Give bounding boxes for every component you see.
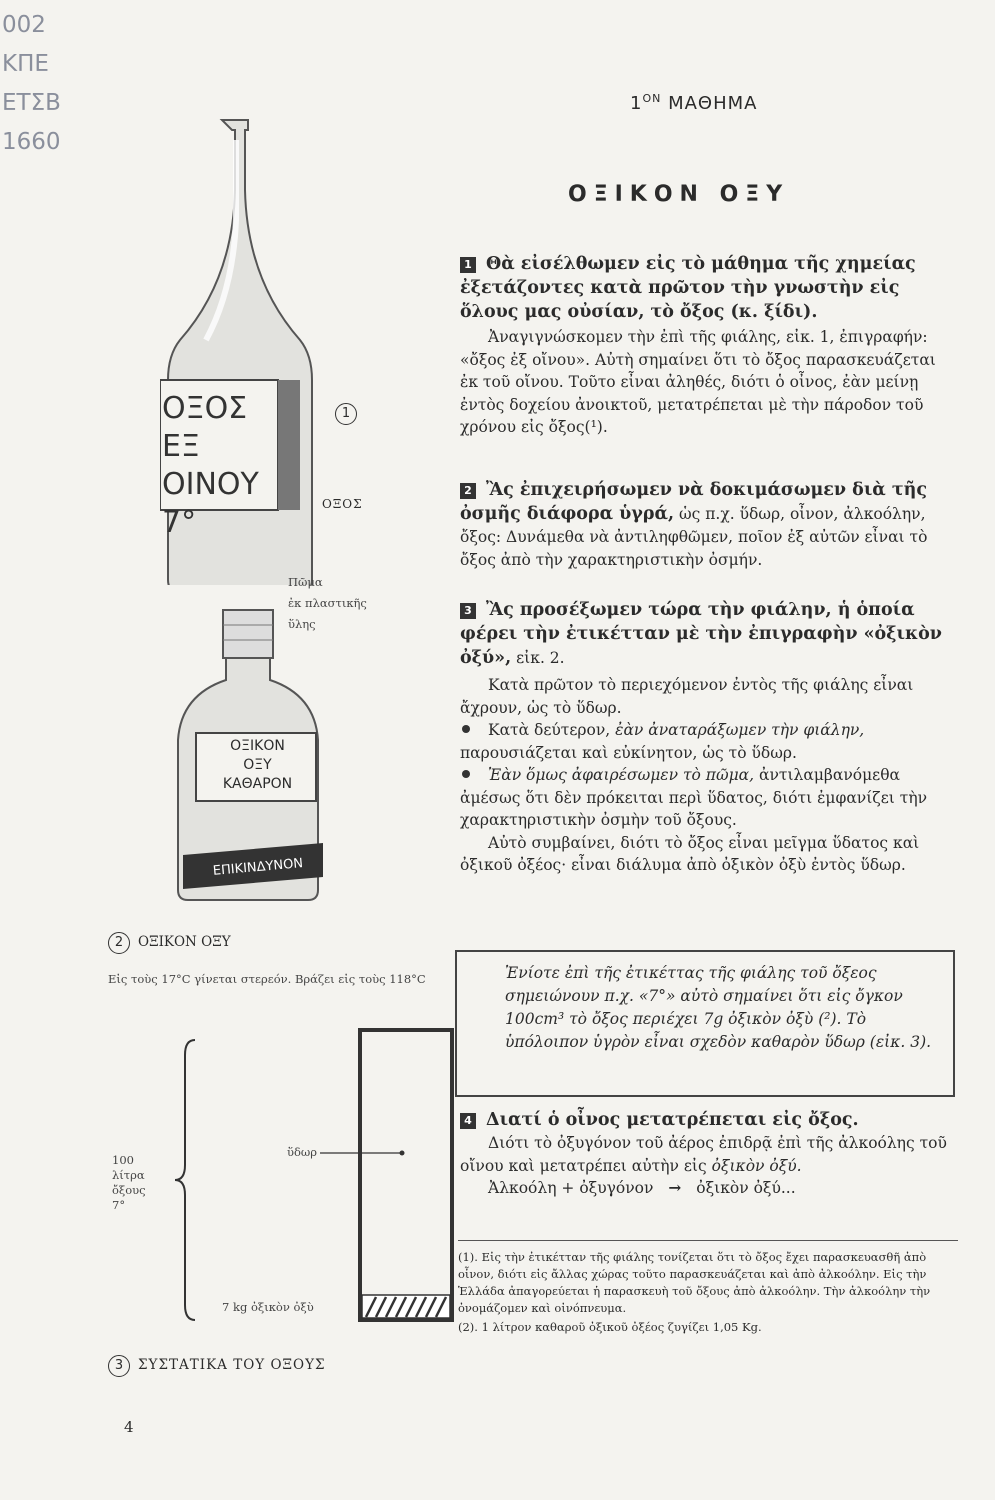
section-body: Διότι τὸ ὀξυγόνον τοῦ ἀέρος ἐπιδρᾷ ἐπὶ τῆς ἀλκοόλης τοῦ οἴνου καὶ μετατρέπει αὐτὴν εἰς: [460, 1134, 947, 1175]
lesson-heading: $1^{ON}$ ΜΑΘΗΜΑ: [630, 92, 758, 114]
composition-diagram: [170, 1025, 460, 1335]
figure-2-caption: 2 ΟΞΙΚΟΝ ΟΞΥ: [108, 932, 231, 954]
section-3: 3 Ἂς προσέξωμεν τώρα τὴν φιάλην, ἡ ὁποία φέρει τὴν ἐτικέτταν μὲ τὴν ἐπιγραφὴν «ὀξικὸν ὀξύ», εἰκ. 2. Κατὰ πρῶτον τὸ περιεχόμενον ἐντὸς τῆς φιάλης εἶναι ἄχρουν, ὡς τὸ ὕδωρ. Κατὰ δεύτερον, ἐὰν ἀναταράξωμεν τὴν φιάλην, παρουσιάζεται καὶ εὐκίνητον, ὡς τὸ ὕδωρ. Ἐὰν ὅμως ἀφαιρέσωμεν τὸ πῶμα, ἀντιλαμβανόμεθα ἀμέσως ὅτι δὲν πρόκειται περὶ ὕδατος, διότι ἐμφανίζει τὴν χαρακτηριστικὴν ὀσμὴν τοῦ ὄξους. Αὐτὸ συμβαίνει, διότι τὸ ὄξος εἶναι μεῖγμα ὕδατος καὶ ὀξικοῦ ὀξέος· εἶναι διάλυμα ἀπὸ ὀξικὸν ὀξὺ ἐντὸς ὕδωρ.: [460, 598, 955, 877]
equation: Ἀλκοόλη + ὀξυγόνον → ὀξικὸν ὀξύ...: [488, 1178, 796, 1197]
figure-3-caption: 3 ΣΥΣΤΑΤΙΚΑ ΤΟΥ ΟΞΟΥΣ: [108, 1355, 326, 1377]
paragraph: Κατὰ πρῶτον τὸ περιεχόμενον ἐντὸς τῆς φιάλης εἶναι ἄχρουν, ὡς τὸ ὕδωρ.: [460, 676, 914, 717]
margin-note: ΕΤΣΒ: [2, 90, 61, 116]
bottle-2-label: ΟΞΙΚΟΝ ΟΞΥ ΚΑΘΑΡΟΝ: [222, 738, 293, 792]
danger-label: ΕΠΙΚΙΝΔΥΝΟΝ: [212, 856, 304, 879]
section-number: 1: [460, 257, 476, 273]
section-body: Ἀναγιγνώσκομεν τὴν ἐπὶ τῆς φιάλης, εἰκ. 1, ἐπιγραφήν: «ὄξος ἐξ οἴνου». Αὐτὴ σημαίνει ὅτι τὸ ὄξος παρασκευάζεται ἐκ τοῦ οἴνου. Τοῦτο εἶναι ἀληθές, διότι ὁ οἶνος, ἐὰν μείνῃ ἐντὸς δοχείου ἀνοικτοῦ, μετατρέπεται μὲ τὴν πάροδον τοῦ χρόνου εἰς ὄξος(¹).: [460, 328, 936, 436]
section-heading: Ἂς ἐπιχειρήσωμεν νὰ δοκιμάσωμεν διὰ τῆς ὀσμῆς διάφορα ὑγρά,: [460, 480, 928, 524]
bottle-1-label: ΟΞΟΣ ΕΞ ΟΙΝΟΥ 7°: [162, 391, 259, 540]
section-heading: Ἂς προσέξωμεν τώρα τὴν φιάλην, ἡ ὁποία φέρει τὴν ἐτικέτταν μὲ τὴν ἐπιγραφὴν «ὀξικὸν ὀξύ»,: [460, 600, 942, 668]
margin-note: ΚΠΕ: [2, 51, 49, 77]
section-2: [460, 478, 955, 571]
section-4: 4 Διατί ὁ οἶνος μετατρέπεται εἰς ὄξος. Διότι τὸ ὀξυγόνον τοῦ ἀέρος ἐπιδρᾷ ἐπὶ τῆς ἀλκοόλης τοῦ οἴνου καὶ μετατρέπει αὐτὴν εἰς ὀξικὸν ὀξύ. Ἀλκοόλη + ὀξυγόνον → ὀξικὸν ὀξύ...: [460, 1108, 955, 1200]
water-label: ὕδωρ: [287, 1145, 318, 1159]
volume-label: 100 λίτρα ὄξους 7°: [112, 1153, 146, 1212]
paragraph: Αὐτὸ συμβαίνει, διότι τὸ ὄξος εἶναι μεῖγμα ὕδατος καὶ ὀξικοῦ ὀξέος· εἶναι διάλυμα ἀπὸ ὀξικὸν ὀξὺ ἐντὸς ὕδωρ.: [460, 833, 920, 874]
page-number: 4: [124, 1418, 134, 1436]
section-body: ὡς π.χ. ὕδωρ, οἶνον, ἀλκοόλην, ὄξος: Δυνάμεθα νὰ ἀντιληφθῶμεν, ποῖον ἐξ αὐτῶν εἶναι τὸ ὄξος ἀπὸ τὴν χαρακτηριστικὴν ὀσμήν.: [460, 505, 928, 569]
figure-2-note: Εἰς τοὺς 17°C γίνεται στερεόν. Βράζει εἰς τοὺς 118°C: [108, 972, 426, 986]
bullet: [462, 770, 470, 778]
margin-notes: [2, 12, 61, 156]
margin-note: 002: [2, 12, 46, 38]
section-number: 3: [460, 603, 476, 619]
note-text: Ἐνίοτε ἐπὶ τῆς ἐτικέττας τῆς φιάλης τοῦ ὄξεος σημειώνουν π.χ. «7°» αὐτὸ σημαίνει ὅτι εἰς ὄγκον 100cm³ τὸ ὄξος περιέχει 7g ὀξικὸν ὀξὺ (²). Τὸ ὑπόλοιπον ὑγρὸν εἶναι σχεδὸν καθαρὸν ὕδωρ (εἰκ. 3).: [505, 964, 932, 1051]
arrow-icon: →: [668, 1178, 682, 1197]
section-heading: Διατί ὁ οἶνος μετατρέπεται εἰς ὄξος.: [486, 1110, 859, 1130]
margin-note: 1660: [2, 129, 61, 155]
bullet: [462, 725, 470, 733]
figure-1-number: 1: [335, 402, 365, 425]
page-title: ΟΞΙΚΟΝ ΟΞΥ: [568, 182, 790, 207]
footnote-1: (1). Εἰς τὴν ἐτικέτταν τῆς φιάλης τονίζεται ὅτι τὸ ὄξος ἔχει παρασκευασθῆ ἀπὸ οἶνον, διότι εἰς ἄλλας χώρας τοῦτο παρασκευάζεται καὶ ἀπὸ ἀλκοόλην. Εἰς τὴν Ἑλλάδα ἀπαγορεύεται ἡ παρασκευὴ τοῦ ὄξους ἀπὸ ἀλκοόλην. Τὴν ἀλκοόλην τὴν ὀνομάζομεν καὶ οἰνόπνευμα.: [458, 1250, 931, 1315]
acid-label: 7 kg ὀξικὸν ὀξὺ: [222, 1300, 314, 1314]
figure-1-caption: ΟΞΟΣ: [322, 497, 363, 511]
footnote-2: (2). 1 λίτρον καθαροῦ ὀξικοῦ ὀξέος ζυγίζει 1,05 Kg.: [458, 1320, 762, 1334]
cap-note: Πῶμα ἐκ πλαστικῆς ὕλης: [288, 575, 367, 631]
section-heading: Θὰ εἰσέλθωμεν εἰς τὸ μάθημα τῆς χημείας ἐξετάζοντες κατὰ πρῶτον τὴν γνωστὴν εἰς ὅλους μας οὐσίαν, τὸ ὄξος (κ. ξίδι).: [460, 254, 916, 322]
note-box: [455, 950, 955, 1097]
footnotes: [458, 1240, 958, 1336]
section-heading-tail: εἰκ. 2.: [516, 649, 565, 667]
section-number: 2: [460, 483, 476, 499]
section-number: 4: [460, 1113, 476, 1129]
section-1: [460, 252, 955, 439]
